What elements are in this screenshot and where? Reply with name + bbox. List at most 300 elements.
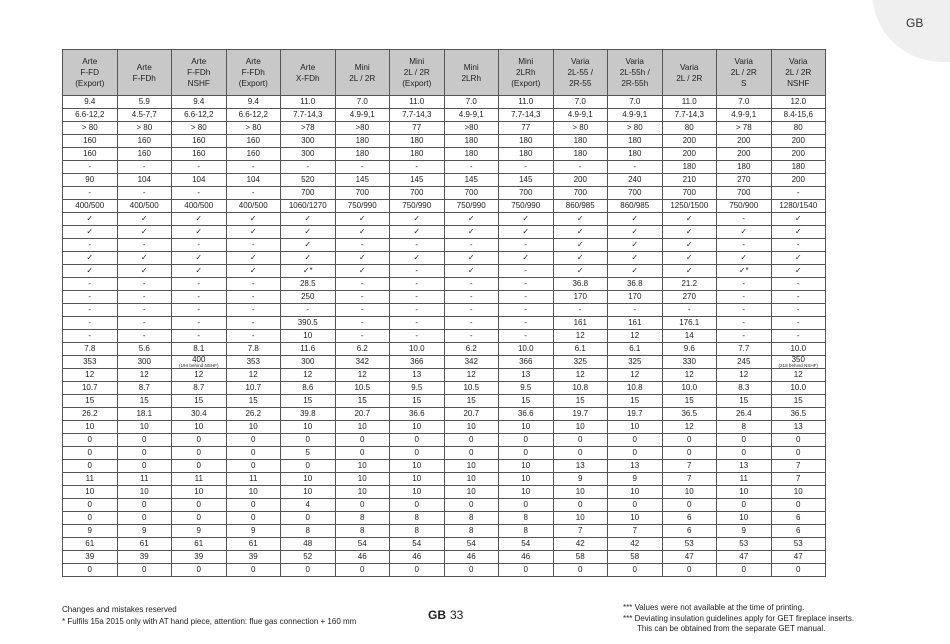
table-cell: -	[63, 239, 118, 252]
table-cell: ✓	[717, 252, 772, 265]
table-cell: 0	[335, 499, 390, 512]
table-cell: 20.7	[444, 408, 499, 421]
table-cell: 61	[63, 538, 118, 551]
table-cell: -	[499, 304, 554, 317]
table-cell: 14	[662, 330, 717, 343]
table-cell: 0	[63, 512, 118, 525]
table-cell: 13	[553, 460, 608, 473]
table-cell: 342	[444, 356, 499, 369]
table-cell: > 80	[553, 122, 608, 135]
table-cell: 12	[771, 369, 826, 382]
table-cell: ✓	[553, 213, 608, 226]
table-cell: 10.0	[771, 382, 826, 395]
table-cell: 21.2	[662, 278, 717, 291]
table-cell: ✓	[444, 252, 499, 265]
table-cell: 0	[172, 512, 227, 525]
table-cell: 240	[608, 174, 663, 187]
table-cell: 4.9-9,1	[717, 109, 772, 122]
table-cell: -	[335, 317, 390, 330]
table-cell: 161	[553, 317, 608, 330]
table-cell: 10	[281, 421, 336, 434]
table-cell: -	[63, 291, 118, 304]
table-cell: 160	[172, 148, 227, 161]
table-cell: 145	[390, 174, 445, 187]
table-cell: -	[172, 239, 227, 252]
table-cell: 0	[63, 499, 118, 512]
table-cell: 1280/1540	[771, 200, 826, 213]
table-cell: 0	[499, 499, 554, 512]
column-header: Mini 2LRh (Export)	[499, 50, 554, 96]
table-cell: 26.2	[226, 408, 281, 421]
table-cell: 54	[335, 538, 390, 551]
table-cell: -	[226, 291, 281, 304]
table-cell: -	[335, 161, 390, 174]
table-cell: 15	[662, 395, 717, 408]
table-cell: 53	[771, 538, 826, 551]
table-cell: ✓	[63, 252, 118, 265]
table-cell: ✓	[281, 226, 336, 239]
table-row	[63, 278, 826, 291]
table-cell: 160	[117, 135, 172, 148]
table-cell: 0	[771, 434, 826, 447]
table-cell: 10	[390, 460, 445, 473]
table-cell	[771, 356, 826, 369]
table-cell: 366	[390, 356, 445, 369]
table-cell: ✓	[608, 226, 663, 239]
table-cell: 8	[390, 512, 445, 525]
table-cell: -	[444, 161, 499, 174]
table-cell: ✓	[335, 252, 390, 265]
table-cell: 10	[281, 486, 336, 499]
table-cell: -	[771, 187, 826, 200]
table-cell: -	[717, 304, 772, 317]
table-cell: 11	[117, 473, 172, 486]
table-row	[63, 356, 826, 369]
table-cell: 8	[444, 525, 499, 538]
table-cell: 1060/1270	[281, 200, 336, 213]
table-cell: 12	[608, 330, 663, 343]
column-header: Arte X-FDh	[281, 50, 336, 96]
table-cell: >80	[335, 122, 390, 135]
table-cell: 180	[608, 148, 663, 161]
table-cell: 7.0	[717, 96, 772, 109]
table-cell: 0	[226, 512, 281, 525]
table-cell: 145	[335, 174, 390, 187]
table-row	[63, 460, 826, 473]
table-cell: 0	[499, 434, 554, 447]
table-cell: 700	[553, 187, 608, 200]
table-cell: 750/900	[717, 200, 772, 213]
table-cell: ✓	[172, 265, 227, 278]
table-cell: 10	[553, 486, 608, 499]
table-cell: 7.8	[63, 343, 118, 356]
table-cell: 180	[390, 148, 445, 161]
table-cell: 10	[444, 473, 499, 486]
column-header: Varia 2L / 2R NSHF	[771, 50, 826, 96]
table-cell: 7.8	[226, 343, 281, 356]
table-cell: ✓	[226, 226, 281, 239]
table-cell: 48	[281, 538, 336, 551]
footer-left-notes	[62, 604, 356, 628]
table-cell: -	[226, 304, 281, 317]
table-cell: 0	[117, 447, 172, 460]
table-cell: 700	[390, 187, 445, 200]
table-cell: -	[117, 278, 172, 291]
table-cell: -	[608, 304, 663, 317]
table-cell: ✓	[771, 213, 826, 226]
table-cell: 0	[226, 447, 281, 460]
table-cell: ✓	[499, 226, 554, 239]
table-cell: 0	[281, 434, 336, 447]
table-row	[63, 551, 826, 564]
table-cell: 160	[63, 148, 118, 161]
table-cell: ✓	[117, 252, 172, 265]
table-cell: 180	[608, 135, 663, 148]
table-cell: 8.1	[172, 343, 227, 356]
table-cell: 10	[499, 473, 554, 486]
table-cell: 0	[390, 499, 445, 512]
table-cell: 13	[608, 460, 663, 473]
table-cell: > 80	[608, 122, 663, 135]
column-header: Arte F-FDh NSHF	[172, 50, 227, 96]
table-cell: -	[717, 330, 772, 343]
table-row	[63, 447, 826, 460]
table-cell: -	[499, 291, 554, 304]
table-cell: 13	[390, 369, 445, 382]
table-cell: -	[390, 161, 445, 174]
table-cell: 0	[281, 564, 336, 577]
table-cell: 145	[444, 174, 499, 187]
table-cell: -	[717, 239, 772, 252]
table-cell: -	[771, 239, 826, 252]
table-cell: 10.0	[499, 343, 554, 356]
table-cell: 13	[771, 421, 826, 434]
table-row	[63, 473, 826, 486]
table-cell: 36.5	[662, 408, 717, 421]
table-cell: -	[226, 317, 281, 330]
table-cell: 10.5	[444, 382, 499, 395]
table-cell: 366	[499, 356, 554, 369]
table-cell: ✓	[63, 265, 118, 278]
table-cell: 12	[662, 369, 717, 382]
table-cell: -	[390, 278, 445, 291]
table-cell: ✓	[771, 252, 826, 265]
table-cell: 18.1	[117, 408, 172, 421]
table-cell: 10	[281, 330, 336, 343]
table-cell: 0	[608, 564, 663, 577]
table-cell: 300	[281, 356, 336, 369]
table-cell: 0	[172, 460, 227, 473]
table-cell: 12	[553, 330, 608, 343]
table-cell: ✓	[662, 213, 717, 226]
table-cell: -	[117, 304, 172, 317]
table-cell: 9.4	[226, 96, 281, 109]
table-cell: 200	[771, 148, 826, 161]
table-cell: 200	[553, 174, 608, 187]
table-cell: 80	[771, 122, 826, 135]
table-cell: ✓	[226, 252, 281, 265]
table-cell: 245	[717, 356, 772, 369]
table-cell: -	[63, 317, 118, 330]
table-row	[63, 252, 826, 265]
table-row	[63, 538, 826, 551]
table-cell: 0	[281, 512, 336, 525]
table-cell: 390.5	[281, 317, 336, 330]
table-cell: 0	[444, 499, 499, 512]
table-cell: 46	[390, 551, 445, 564]
table-row	[63, 187, 826, 200]
table-cell: > 80	[63, 122, 118, 135]
table-cell: -	[335, 304, 390, 317]
table-cell: 0	[63, 460, 118, 473]
table-cell: 9.5	[499, 382, 554, 395]
table-cell: 10.5	[335, 382, 390, 395]
table-cell: 8	[390, 525, 445, 538]
table-cell: 15	[226, 395, 281, 408]
table-cell: 10	[226, 486, 281, 499]
table-cell: 400/500	[117, 200, 172, 213]
table-cell: ✓	[172, 226, 227, 239]
table-cell: 12	[172, 369, 227, 382]
technical-data-table	[62, 49, 826, 577]
table-row	[63, 239, 826, 252]
table-cell: -	[172, 278, 227, 291]
table-cell: 4	[281, 499, 336, 512]
table-cell: -	[553, 161, 608, 174]
table-cell: ✓	[662, 226, 717, 239]
table-cell: 0	[335, 447, 390, 460]
table-cell: 13	[717, 460, 772, 473]
table-cell: -	[63, 161, 118, 174]
table-cell: 353	[226, 356, 281, 369]
table-cell: 700	[281, 187, 336, 200]
table-cell: 325	[608, 356, 663, 369]
table-cell: 12	[444, 369, 499, 382]
table-cell: 26.4	[717, 408, 772, 421]
table-cell: 4.9-9,1	[553, 109, 608, 122]
table-cell: ✓	[717, 226, 772, 239]
table-cell: ✓	[608, 239, 663, 252]
table-row	[63, 135, 826, 148]
table-cell: 0	[499, 447, 554, 460]
table-cell: 9.6	[662, 343, 717, 356]
table-row	[63, 343, 826, 356]
table-cell: 0	[226, 434, 281, 447]
table-cell: 52	[281, 551, 336, 564]
table-cell: -	[499, 330, 554, 343]
table-cell: 12	[63, 369, 118, 382]
table-cell: 47	[662, 551, 717, 564]
page-number	[428, 608, 463, 622]
table-cell: -	[226, 278, 281, 291]
table-cell: ✓	[444, 265, 499, 278]
table-cell: 8	[499, 512, 554, 525]
table-cell: 15	[444, 395, 499, 408]
table-cell: 200	[662, 135, 717, 148]
table-cell: 15	[499, 395, 554, 408]
table-cell: 12	[662, 421, 717, 434]
table-cell: 860/985	[608, 200, 663, 213]
table-cell: ✓	[117, 265, 172, 278]
table-cell: 6.6-12,2	[226, 109, 281, 122]
table-cell: >78	[281, 122, 336, 135]
table-cell: 10	[499, 421, 554, 434]
table-cell: 8.4-15,6	[771, 109, 826, 122]
table-cell: ✓	[662, 239, 717, 252]
table-cell: ✓	[117, 213, 172, 226]
table-cell: -	[771, 317, 826, 330]
table-cell: 19.7	[553, 408, 608, 421]
table-cell: 7	[553, 525, 608, 538]
table-cell: 80	[662, 122, 717, 135]
table-cell: 300	[281, 135, 336, 148]
footnote-values-unavailable: *** Values were not available at the time of printing.	[623, 603, 805, 612]
table-cell: 7.7-14,3	[281, 109, 336, 122]
table-cell: 53	[717, 538, 772, 551]
table-cell: 10.7	[63, 382, 118, 395]
table-cell: 0	[553, 434, 608, 447]
table-cell: -	[662, 304, 717, 317]
table-cell: -	[172, 161, 227, 174]
table-cell: 28.5	[281, 278, 336, 291]
table-cell: 9	[226, 525, 281, 538]
table-cell: -	[172, 291, 227, 304]
table-cell: 5.9	[117, 96, 172, 109]
table-cell: 12	[717, 369, 772, 382]
table-cell: 12	[226, 369, 281, 382]
table-cell: -	[444, 239, 499, 252]
table-cell: 61	[172, 538, 227, 551]
table-cell: 700	[335, 187, 390, 200]
table-cell: 58	[608, 551, 663, 564]
table-cell: 0	[608, 499, 663, 512]
table-cell: 160	[63, 135, 118, 148]
table-row	[63, 265, 826, 278]
column-header: Mini 2LRh	[444, 50, 499, 96]
table-cell: 10	[63, 486, 118, 499]
table-cell: -	[117, 239, 172, 252]
table-cell: 200	[771, 135, 826, 148]
table-cell: -	[117, 317, 172, 330]
table-cell: 10	[172, 486, 227, 499]
table-cell: 0	[63, 447, 118, 460]
table-cell: 6	[771, 525, 826, 538]
table-row	[63, 96, 826, 109]
table-cell: 160	[172, 135, 227, 148]
table-cell: 9	[553, 473, 608, 486]
table-cell: 7.7-14,3	[390, 109, 445, 122]
table-cell: 0	[117, 434, 172, 447]
table-cell: 10	[390, 473, 445, 486]
column-header: Arte F-FDh (Export)	[226, 50, 281, 96]
table-cell: 0	[771, 447, 826, 460]
table-cell: 270	[717, 174, 772, 187]
column-header: Mini 2L / 2R (Export)	[390, 50, 445, 96]
table-cell: 15	[771, 395, 826, 408]
table-cell: 200	[662, 148, 717, 161]
table-cell: 0	[117, 499, 172, 512]
table-cell: 0	[390, 447, 445, 460]
table-row	[63, 499, 826, 512]
table-cell: 520	[281, 174, 336, 187]
table-cell: 0	[281, 460, 336, 473]
table-cell: 170	[553, 291, 608, 304]
table-cell: 750/990	[335, 200, 390, 213]
table-cell: 7.0	[553, 96, 608, 109]
table-cell: 210	[662, 174, 717, 187]
table-cell: 0	[662, 564, 717, 577]
table-row	[63, 122, 826, 135]
table-cell: -	[390, 265, 445, 278]
table-cell: -	[499, 278, 554, 291]
table-cell: -	[63, 330, 118, 343]
table-cell: 0	[335, 434, 390, 447]
table-cell: 8	[717, 421, 772, 434]
table-row	[63, 486, 826, 499]
table-cell: 12	[608, 369, 663, 382]
table-cell: 0	[444, 564, 499, 577]
table-cell: 46	[499, 551, 554, 564]
table-cell: ✓	[172, 252, 227, 265]
table-cell: 36.6	[499, 408, 554, 421]
page-number-value: 33	[450, 608, 464, 622]
table-cell: 0	[771, 564, 826, 577]
table-cell: -	[335, 330, 390, 343]
table-cell: 0	[63, 564, 118, 577]
table-row	[63, 395, 826, 408]
table-cell: ✓	[390, 213, 445, 226]
table-cell: 180	[444, 148, 499, 161]
table-cell: 0	[553, 499, 608, 512]
table-row	[63, 408, 826, 421]
table-cell: 39	[63, 551, 118, 564]
table-cell: -	[117, 187, 172, 200]
table-cell: 0	[553, 564, 608, 577]
table-cell: -	[226, 239, 281, 252]
column-header: Varia 2L / 2R	[662, 50, 717, 96]
table-cell: 0	[662, 499, 717, 512]
table-cell: ✓	[553, 252, 608, 265]
table-cell: 10	[662, 486, 717, 499]
table-cell: 10	[390, 486, 445, 499]
table-cell: ✓	[662, 265, 717, 278]
table-cell: 9	[172, 525, 227, 538]
table-cell: 0	[335, 564, 390, 577]
table-cell: 0	[717, 564, 772, 577]
table-cell: -	[172, 317, 227, 330]
table-cell: 12	[335, 369, 390, 382]
table-cell: 180	[499, 148, 554, 161]
table-row	[63, 226, 826, 239]
table-cell: 342	[335, 356, 390, 369]
table-cell: 10	[499, 486, 554, 499]
table-cell: 160	[226, 148, 281, 161]
table-cell: 0	[717, 434, 772, 447]
table-cell: 7.7-14,3	[662, 109, 717, 122]
table-cell: 20.7	[335, 408, 390, 421]
table-cell: ✓	[281, 239, 336, 252]
table-row	[63, 213, 826, 226]
table-cell: -	[226, 187, 281, 200]
table-cell: 15	[553, 395, 608, 408]
table-cell: 10	[281, 473, 336, 486]
table-cell: 180	[390, 135, 445, 148]
table-cell: 10	[335, 486, 390, 499]
table-cell: -	[117, 291, 172, 304]
table-cell: 15	[717, 395, 772, 408]
table-cell: 353	[63, 356, 118, 369]
table-cell: ✓	[662, 252, 717, 265]
